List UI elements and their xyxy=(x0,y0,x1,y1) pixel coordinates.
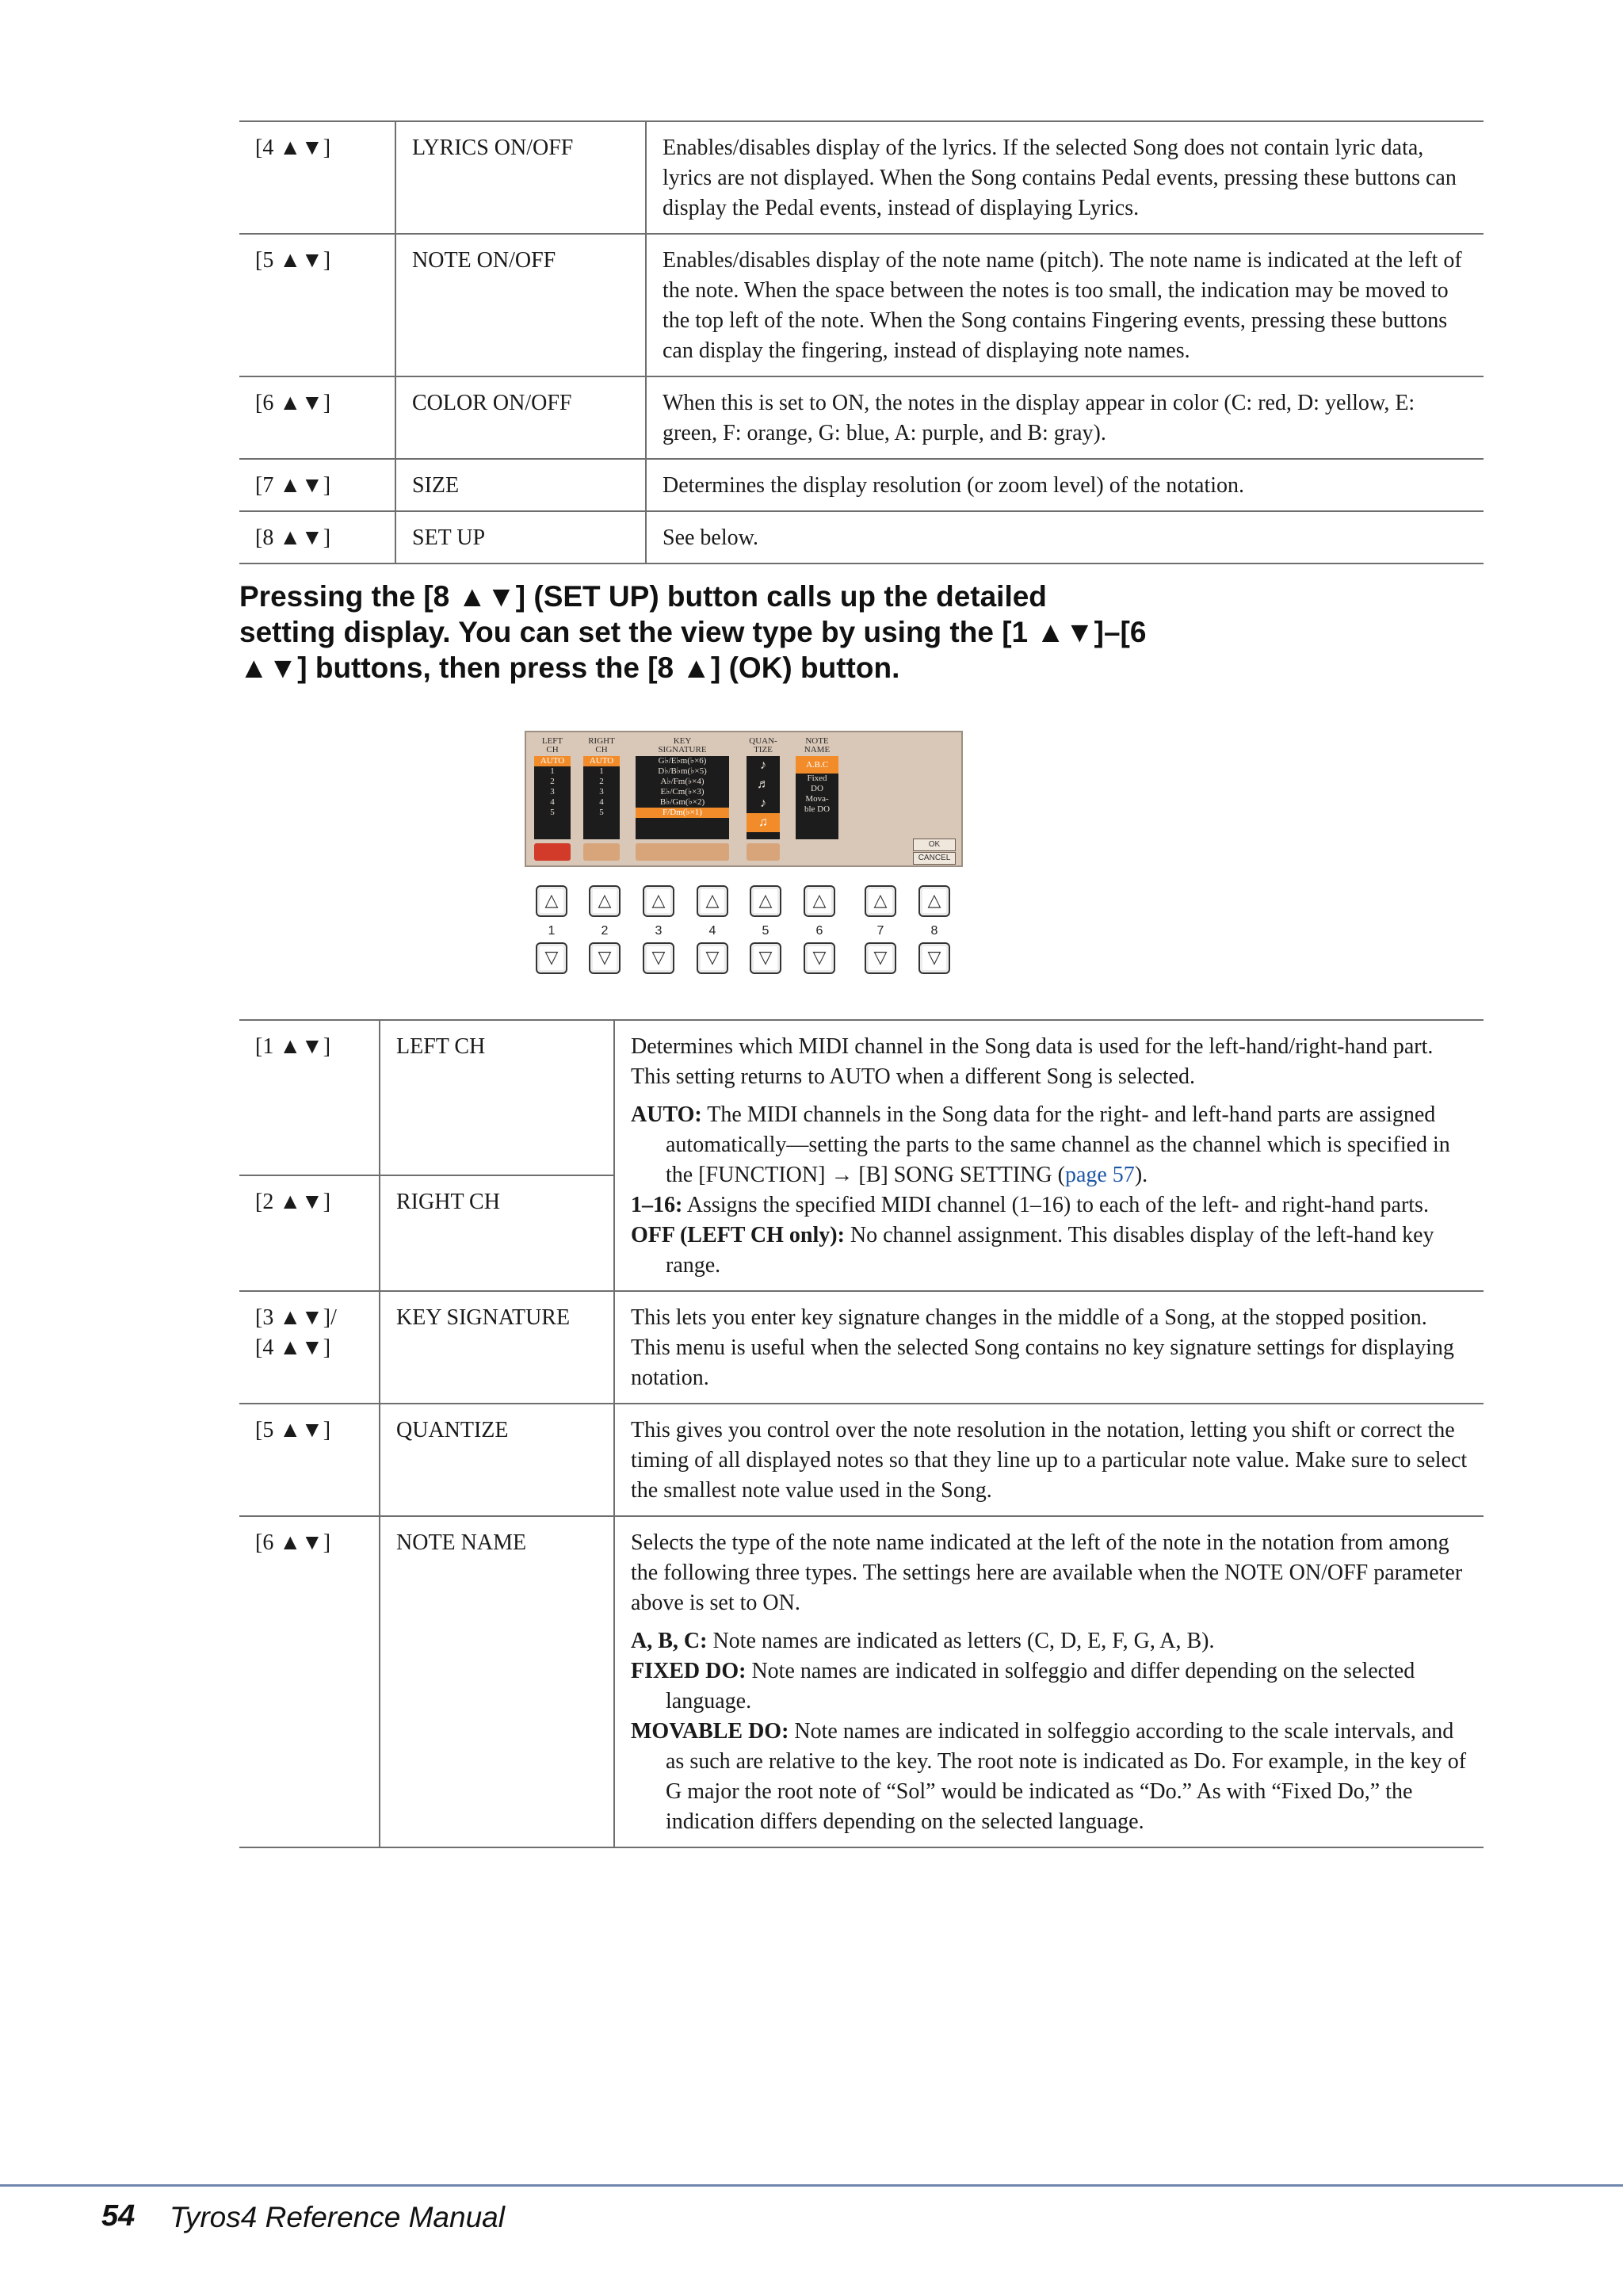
lcd-note-icon: ♫ xyxy=(747,813,780,832)
lcd-list-item: Fixed xyxy=(807,774,827,783)
panel-button-number: 5 xyxy=(762,924,769,938)
option-range xyxy=(631,1190,1469,1221)
lcd-list-item: 2 xyxy=(550,777,555,786)
lcd-list-item: 4 xyxy=(550,797,555,807)
option-abc xyxy=(631,1626,1469,1656)
table-row xyxy=(239,459,1484,511)
parameter-description: When this is set to ON, the notes in the display appear in color (C: red, D: yellow, E: green, F: orange, G: blue, A: purple, and B: gray). xyxy=(663,391,1415,445)
lcd-list-left-ch xyxy=(534,756,571,839)
table-row xyxy=(239,511,1484,563)
parameter-table-setup xyxy=(239,1019,1484,1848)
lcd-column-heading: NAME xyxy=(804,745,831,755)
lcd-list-item: G♭/E♭m(♭×6) xyxy=(658,756,707,766)
option-text: No channel assignment. This disables display of the left-hand key range. xyxy=(666,1223,1434,1278)
panel-button-number: 6 xyxy=(815,924,823,938)
lcd-list-item: B♭/Gm(♭×2) xyxy=(659,797,705,807)
option-term: 1–16: xyxy=(631,1193,683,1217)
lcd-column-heading: RIGHT xyxy=(588,736,615,746)
option-term: A, B, C: xyxy=(631,1629,708,1653)
lcd-column-heading: TIZE xyxy=(754,745,773,755)
lcd-list-item: AUTO xyxy=(534,756,571,766)
lcd-note-icon: ♬ xyxy=(757,777,769,791)
button-cell: [5 ▲▼] xyxy=(239,1404,380,1516)
lcd-list-key-signature xyxy=(636,756,729,839)
up-arrow-icon: △ xyxy=(643,885,674,917)
lcd-list-item: 1 xyxy=(599,766,604,776)
table-row xyxy=(239,121,1484,234)
lcd-note-icon: ♪ xyxy=(760,797,766,810)
lcd-list-item: 3 xyxy=(599,787,604,797)
panel-button-number: 8 xyxy=(930,924,938,938)
down-arrow-icon: ▽ xyxy=(918,942,950,974)
footer-rule xyxy=(0,2184,1623,2187)
lcd-list-item: 3 xyxy=(550,787,555,797)
parameter-description: Enables/disables display of the lyrics. If the selected Song does not contain lyric data, lyrics are not displayed. When the Song contains Pedal events, pressing these buttons can display the Pedal events, instead of displaying Lyrics. xyxy=(663,136,1457,220)
lcd-list-quantize xyxy=(747,756,780,839)
lcd-selector-arrow xyxy=(534,843,571,861)
button-cell: [6 ▲▼] xyxy=(239,1516,380,1847)
table-row xyxy=(239,376,1484,459)
button-label: [3 ▲▼]/ xyxy=(255,1305,337,1330)
lcd-selector-arrow xyxy=(583,843,620,861)
option-list xyxy=(631,1626,1469,1837)
parameter-description: Determines the display resolution (or zoom level) of the notation. xyxy=(663,473,1245,498)
down-arrow-icon: ▽ xyxy=(536,942,567,974)
lcd-list-item: D♭/B♭m(♭×5) xyxy=(658,766,707,776)
lcd-list-item: DO xyxy=(811,784,823,793)
parameter-name: LEFT CH xyxy=(396,1034,486,1059)
lcd-column-heading: QUAN- xyxy=(749,736,777,746)
up-arrow-icon: △ xyxy=(589,885,621,917)
panel-button-number: 7 xyxy=(876,924,884,938)
parameter-name: NOTE ON/OFF xyxy=(395,234,646,376)
lcd-ok-button: OK xyxy=(913,839,956,851)
panel-button-number: 3 xyxy=(655,924,663,938)
panel-button-number: 1 xyxy=(548,924,556,938)
table-row xyxy=(239,1020,1484,1291)
lcd-column-heading: CH xyxy=(595,745,608,755)
option-term: MOVABLE DO: xyxy=(631,1719,789,1744)
down-arrow-icon: ▽ xyxy=(804,942,835,974)
option-auto xyxy=(631,1100,1469,1190)
option-text: ). xyxy=(1134,1163,1148,1187)
down-arrow-icon: ▽ xyxy=(589,942,621,974)
option-text: Note names are indicated in solfeggio according to the scale intervals, and as such are relative to the key. The root note is indicated as Do. For example, in the key of G major the root note of “Sol” would be indicated as “Do.” As with “Fixed Do,” the indication differs depending on the selected language. xyxy=(666,1719,1467,1834)
button-cell: [8 ▲▼] xyxy=(239,511,395,563)
button-cell: [6 ▲▼] xyxy=(239,376,395,459)
parameter-name: COLOR ON/OFF xyxy=(395,376,646,459)
lcd-list-item: AUTO xyxy=(583,756,620,766)
parameter-name: SIZE xyxy=(395,459,646,511)
up-arrow-icon: △ xyxy=(804,885,835,917)
parameter-description: See below. xyxy=(663,525,759,550)
table-row xyxy=(239,1516,1484,1847)
up-arrow-icon: △ xyxy=(918,885,950,917)
down-arrow-icon: ▽ xyxy=(643,942,674,974)
parameter-description xyxy=(614,1516,1484,1847)
down-arrow-icon: ▽ xyxy=(865,942,896,974)
lcd-list-item: 1 xyxy=(550,766,555,776)
panel-button-number: 2 xyxy=(601,924,609,938)
button-cell xyxy=(239,1291,380,1404)
option-term: OFF (LEFT CH only): xyxy=(631,1223,845,1247)
lcd-list-item: A♭/Fm(♭×4) xyxy=(660,777,705,786)
lcd-column-heading: NOTE xyxy=(805,736,829,746)
parameter-description: Enables/disables display of the note name (pitch). The note name is indicated at the left of the note. When the space between the notes is too small, the indication may be moved to the top left of the note. When the Song contains Fingering events, pressing these buttons can display the fingering, instead of displaying note names. xyxy=(663,248,1462,363)
table-row xyxy=(239,1404,1484,1516)
button-cell: [7 ▲▼] xyxy=(239,459,395,511)
section-heading: Pressing the [8 ▲▼] (SET UP) button calls up the detailed setting display. You can set the view type by using the [1 ▲▼]–[6 ▲▼] buttons, then press the [8 ▲] (OK) button. xyxy=(239,580,1147,684)
lcd-list-item: A.B.C xyxy=(796,756,838,774)
table-row xyxy=(239,1291,1484,1404)
lcd-list-item: 5 xyxy=(550,808,555,817)
lcd-list-right-ch xyxy=(583,756,620,839)
page-number: 54 xyxy=(101,2199,136,2233)
button-cell-group xyxy=(239,1020,380,1291)
lcd-cancel-button: CANCEL xyxy=(913,852,956,865)
lcd-list-item: 2 xyxy=(599,777,604,786)
option-fixed-do xyxy=(631,1656,1469,1717)
lcd-list-item: E♭/Cm(♭×3) xyxy=(660,787,705,797)
up-arrow-icon: △ xyxy=(865,885,896,917)
lcd-note-icon: ♪ xyxy=(760,758,766,772)
parameter-description: This gives you control over the note resolution in the notation, letting you shift or correct the timing of all displayed notes so that they line up to a particular note value. Make sure to select the smallest note value used in the Song. xyxy=(631,1418,1468,1503)
option-movable-do xyxy=(631,1717,1469,1837)
down-arrow-icon: ▽ xyxy=(750,942,781,974)
lcd-column-key-signature xyxy=(636,737,729,755)
lcd-list-note-name xyxy=(796,756,838,839)
button-cell: [4 ▲▼] xyxy=(239,121,395,234)
option-list xyxy=(631,1100,1469,1281)
parameter-name: KEY SIGNATURE xyxy=(380,1291,614,1404)
lcd-column-heading: CH xyxy=(546,745,559,755)
lcd-selector-arrow xyxy=(636,843,729,861)
parameter-table-display xyxy=(239,120,1484,564)
parameter-description xyxy=(614,1020,1484,1291)
page-link[interactable]: page 57 xyxy=(1064,1163,1135,1187)
lcd-list-item: ble DO xyxy=(804,804,831,814)
button-cell: [5 ▲▼] xyxy=(239,234,395,376)
description-paragraph: Selects the type of the note name indicated at the left of the note in the notation from among the following three types. The settings here are available when the NOTE ON/OFF parameter above is set to ON. xyxy=(631,1530,1463,1615)
parameter-name: LYRICS ON/OFF xyxy=(395,121,646,234)
option-text: The MIDI channels in the Song data for the right- and left-hand parts are assigned automatically—setting the parts to the same channel as the channel which is specified in the [FUNCTION] → [B] SONG SETTING ( xyxy=(666,1102,1450,1187)
option-text: Assigns the specified MIDI channel (1–16) to each of the left- and right-hand parts. xyxy=(682,1193,1429,1217)
parameter-name: SET UP xyxy=(395,511,646,563)
manual-title: Tyros4 Reference Manual xyxy=(170,2201,505,2233)
name-cell-group xyxy=(380,1020,614,1291)
lcd-list-item: 5 xyxy=(599,808,604,817)
option-term: AUTO: xyxy=(631,1102,702,1127)
lcd-selector-arrow xyxy=(747,843,780,861)
parameter-name: QUANTIZE xyxy=(380,1404,614,1516)
panel-button-number: 4 xyxy=(708,924,716,938)
up-arrow-icon: △ xyxy=(697,885,728,917)
parameter-description: This lets you enter key signature changes in the middle of a Song, at the stopped position. This menu is useful when the selected Song contains no key signature settings for displaying notation. xyxy=(631,1305,1454,1390)
lcd-list-item: 4 xyxy=(599,797,604,807)
parameter-name: RIGHT CH xyxy=(380,1175,613,1227)
button-cell: [2 ▲▼] xyxy=(239,1175,379,1227)
up-arrow-icon: △ xyxy=(536,885,567,917)
setup-display-screenshot xyxy=(525,731,963,867)
lcd-column-left-ch xyxy=(534,737,571,755)
lcd-column-note-name xyxy=(796,737,838,755)
button-label: [4 ▲▼] xyxy=(255,1335,331,1360)
up-arrow-icon: △ xyxy=(750,885,781,917)
lcd-column-right-ch xyxy=(583,737,620,755)
lcd-column-heading: KEY xyxy=(673,736,692,746)
lcd-column-quantize xyxy=(747,737,780,755)
description-paragraph: Determines which MIDI channel in the Song data is used for the left-hand/right-hand part. This setting returns to AUTO when a different Song is selected. xyxy=(631,1034,1434,1089)
parameter-name: NOTE NAME xyxy=(380,1516,614,1847)
option-term: FIXED DO: xyxy=(631,1659,747,1683)
option-text: Note names are indicated as letters (C, D, E, F, G, A, B). xyxy=(707,1629,1215,1653)
lcd-column-heading: SIGNATURE xyxy=(658,745,707,755)
lcd-list-item: F/Dm(♭×1) xyxy=(636,808,729,818)
lcd-column-heading: LEFT xyxy=(541,736,563,746)
lcd-list-item: Mova- xyxy=(805,794,829,804)
option-off xyxy=(631,1221,1469,1281)
button-cell: [1 ▲▼] xyxy=(255,1034,331,1059)
option-text: Note names are indicated in solfeggio and differ depending on the selected language. xyxy=(666,1659,1415,1713)
table-row xyxy=(239,234,1484,376)
down-arrow-icon: ▽ xyxy=(697,942,728,974)
